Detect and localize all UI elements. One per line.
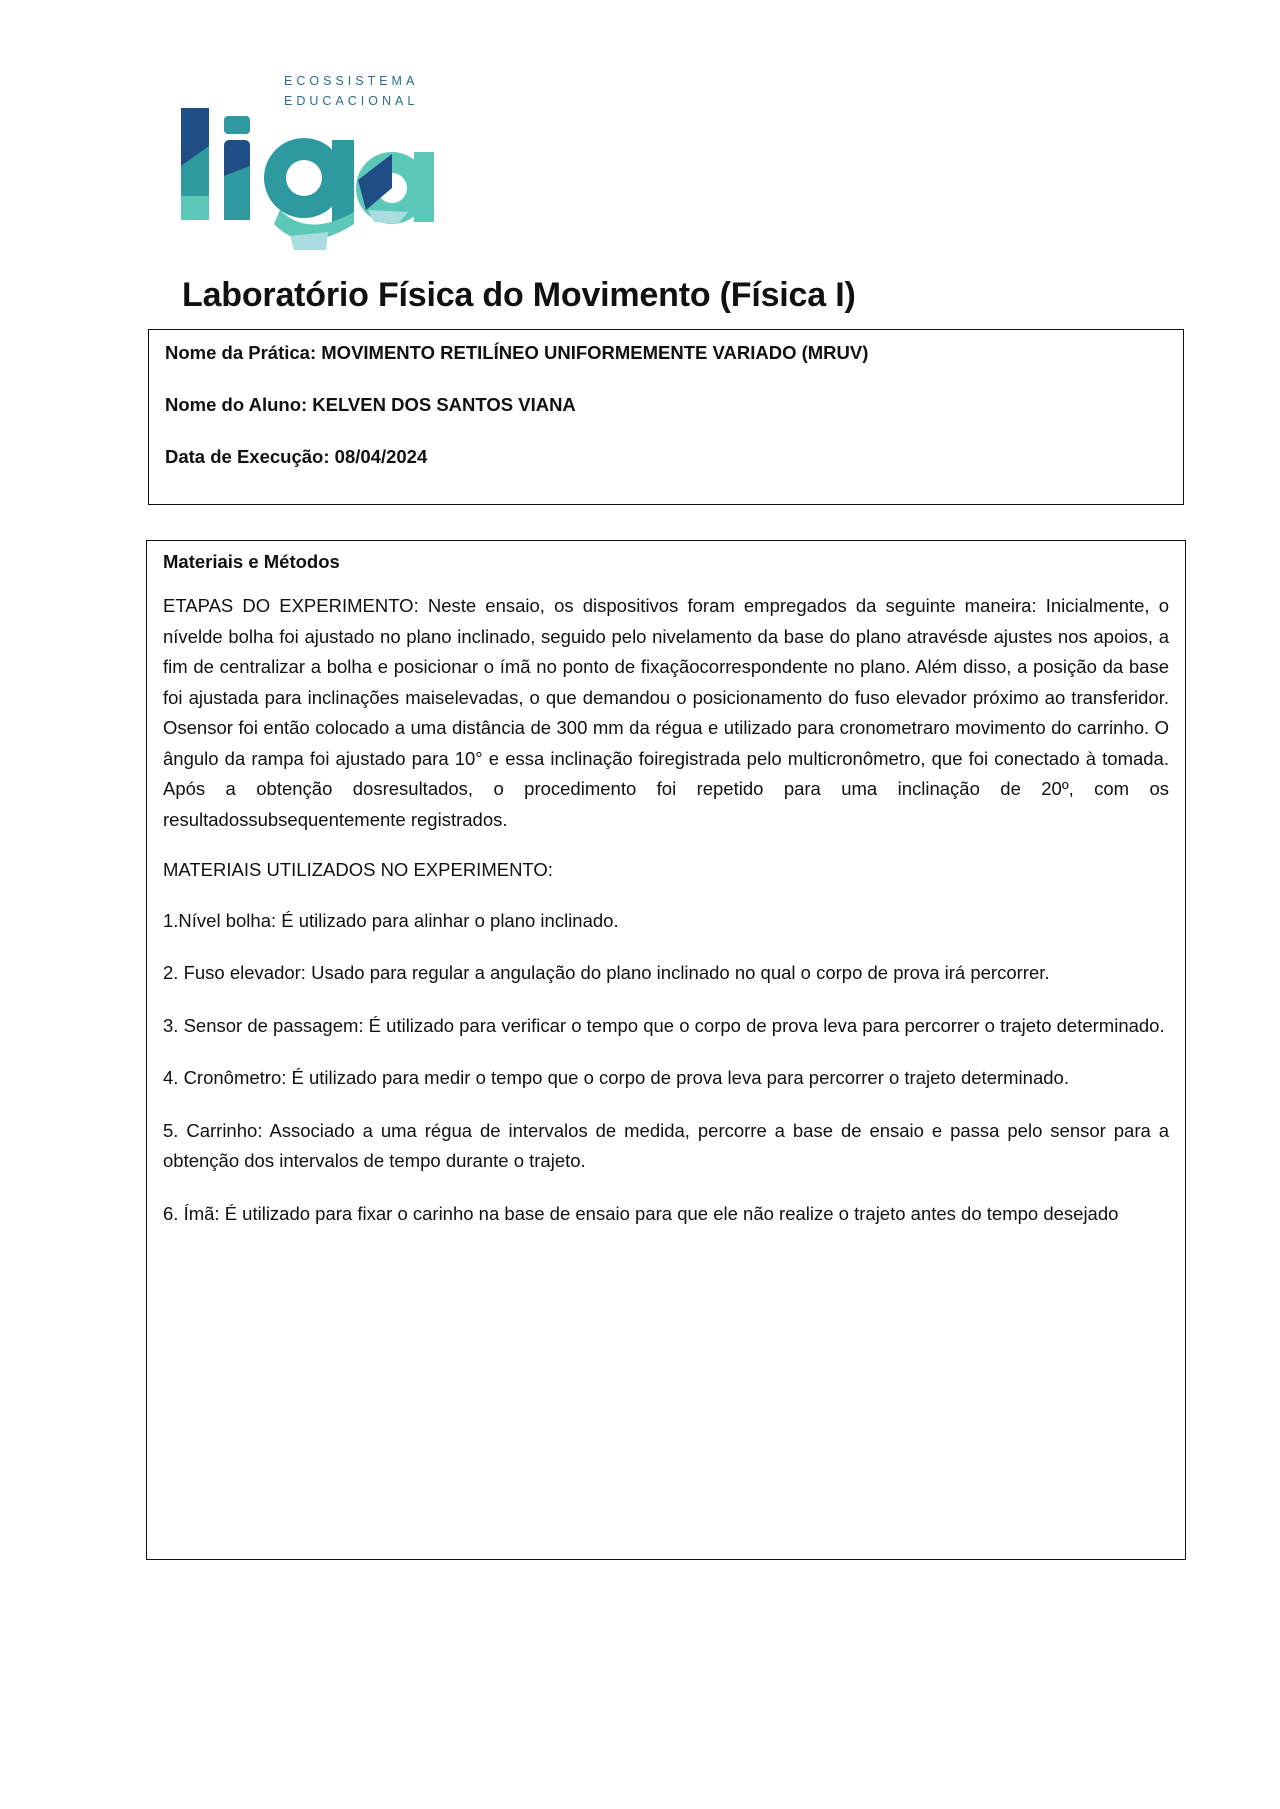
- materials-heading: MATERIAIS UTILIZADOS NO EXPERIMENTO:: [163, 859, 553, 880]
- material-item: 3. Sensor de passagem: É utilizado para verificar o tempo que o corpo de prova leva para percorrer o trajeto determinado.: [163, 1014, 1165, 1036]
- student-name: Nome do Aluno: KELVEN DOS SANTOS VIANA: [165, 394, 576, 415]
- material-item: 5. Carrinho: Associado a uma régua de intervalos de medida, percorre a base de ensaio e passa pelo sensor para a obtenção dos intervalos de tempo durante o trajeto.: [163, 1119, 1169, 1171]
- material-item: 1.Nível bolha: É utilizado para alinhar o plano inclinado.: [163, 909, 619, 931]
- materials-methods-box: [146, 540, 1186, 1560]
- liga-logo: [178, 70, 438, 250]
- material-item: 2. Fuso elevador: Usado para regular a angulação do plano inclinado no qual o corpo de prova irá percorrer.: [163, 962, 1050, 983]
- execution-date: Data de Execução: 08/04/2024: [165, 446, 428, 467]
- practice-info-box: [148, 329, 1184, 505]
- experiment-steps-paragraph: ETAPAS DO EXPERIMENTO: Neste ensaio, os dispositivos foram empregados da seguinte maneira: Inicialmente, o nívelde bolha foi ajustado no plano inclinado, seguido pelo nivelamento da base do plano atravésde ajustes nos apoios, a fim de centralizar a bolha e posicionar o ímã no ponto de fixaçãocorrespondente no plano. Além disso, a posição da base foi ajustada para inclinações maiselevadas, o que demandou o posicionamento do fuso elevador próximo ao transferidor. Osensor foi então colocado a uma distância de 300 mm da régua e utilizado para cronometraro movimento do carrinho. O ângulo da rampa foi ajustado para 10° e essa inclinação foiregistrada pelo multicronômetro, que foi conectado à tomada. Após a obtenção dosresultados, o procedimento foi repetido para uma inclinação de 20º, com os resultadossubsequentemente registrados.: [163, 595, 1169, 830]
- section-title: Materiais e Métodos: [163, 551, 340, 572]
- practice-name: Nome da Prática: MOVIMENTO RETILÍNEO UNIFORMEMENTE VARIADO (MRUV): [165, 342, 869, 363]
- liga-wordmark-icon: [178, 106, 438, 256]
- logo-tagline-educacional: EDUCACIONAL: [284, 94, 419, 108]
- material-item: 4. Cronômetro: É utilizado para medir o tempo que o corpo de prova leva para percorrer o trajeto determinado.: [163, 1067, 1069, 1088]
- document-title: Laboratório Física do Movimento (Física I): [182, 276, 856, 314]
- logo-tagline-ecossistema: ECOSSISTEMA: [284, 74, 419, 88]
- material-item: 6. Ímã: É utilizado para fixar o carinho na base de ensaio para que ele não realize o trajeto antes do tempo desejado: [163, 1202, 1119, 1224]
